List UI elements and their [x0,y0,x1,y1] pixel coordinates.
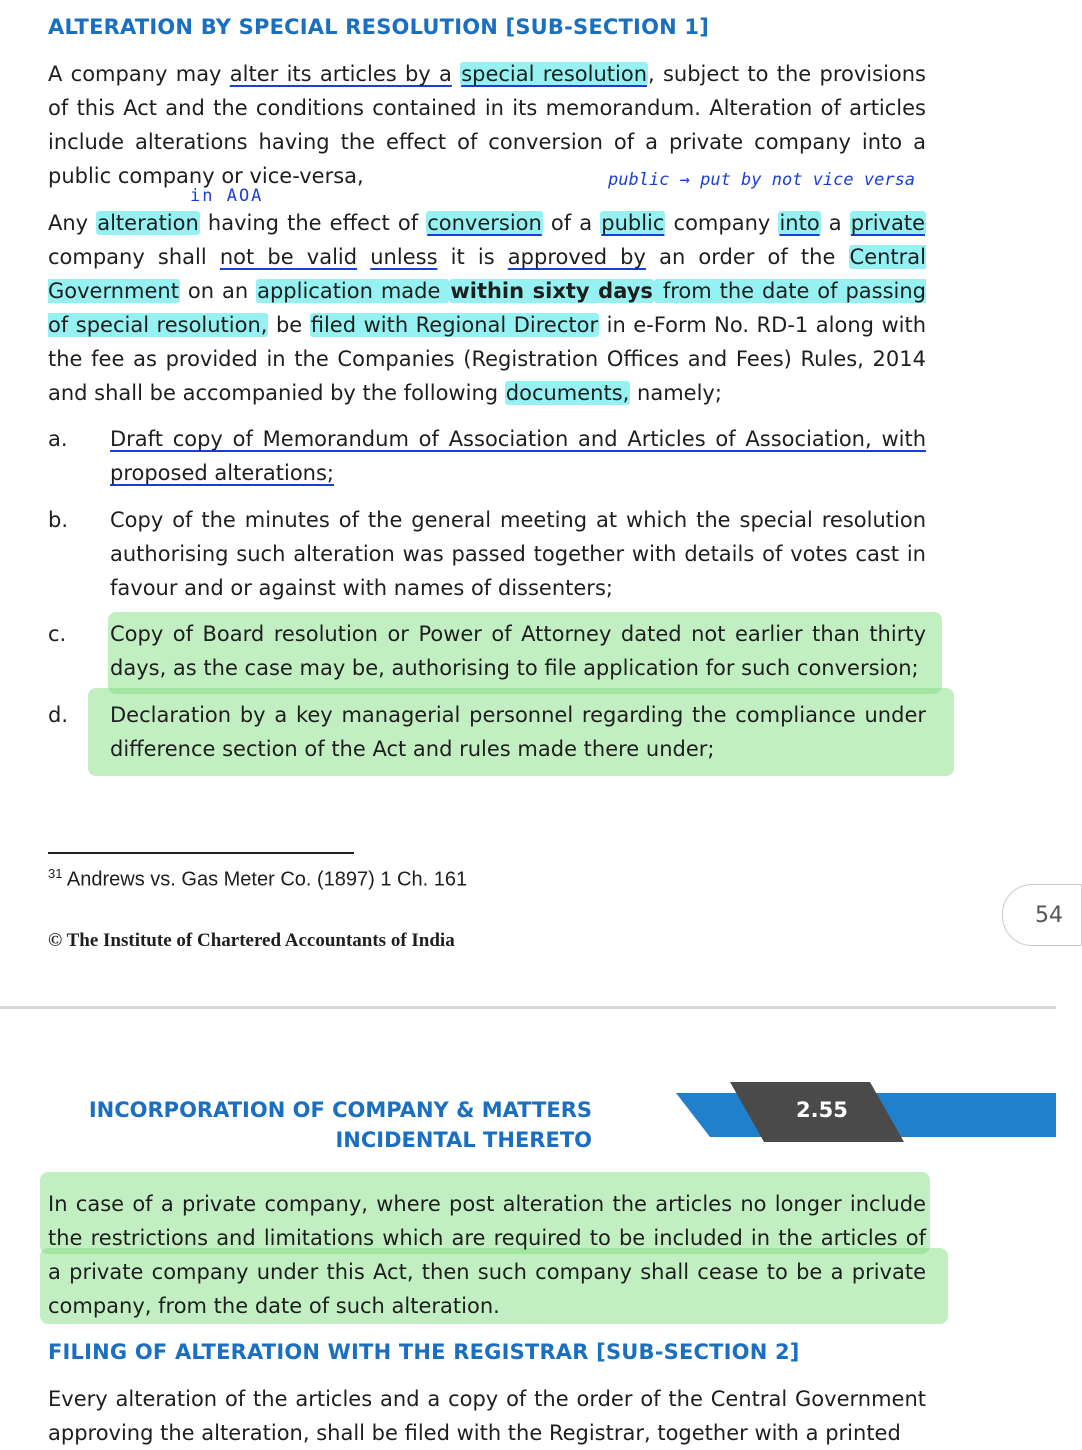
page-number: 2.55 [796,1098,848,1122]
highlighted-text: documents, [505,381,630,405]
text: Any [48,211,97,235]
underlined-text: alter its articles by a [229,62,452,86]
underlined-text: not be valid [219,245,358,269]
paragraph-4: Every alteration of the articles and a copy of the order of the Central Government approving the alteration, shall be filed with the Registrar, together with a printed [48,1387,926,1445]
text: namely; [630,381,722,405]
highlighted-text: special resolution [461,62,648,86]
chapter-title [60,1095,592,1155]
highlighted-text: into [779,211,820,235]
highlighted-text: filed with Regional Director [310,313,599,337]
text: , subject to the provisions of this Act and the conditions contained in its memorandum. Alteration of articles include alterations having the effect of conversion of a private company into a public company or vice-versa, [48,62,927,188]
highlighted-text: conversion [427,211,542,235]
text: of a [542,211,601,235]
list-item-b: Copy of the minutes of the general meeting at which the special resolution authorising such alteration was passed together with details of votes cast in favour and or against with names of dissenters; [110,508,926,600]
text: a [820,211,850,235]
text: company [665,211,779,235]
highlighted-text: public [601,211,665,235]
chapter-title-line-1: INCORPORATION OF COMPANY & MATTERS [88,1098,592,1122]
footnote [48,866,467,892]
text: be [268,313,310,337]
list-item-a: Draft copy of Memorandum of Association and Articles of Association, with proposed alterations; [110,427,926,485]
text: having the effect of [199,211,427,235]
handwritten-note-public: public → put by not vice versa [608,170,916,190]
section-heading-1: ALTERATION BY SPECIAL RESOLUTION [SUB-SECTION 1] [48,15,710,39]
text: A company may [48,62,230,86]
footnote-divider [48,852,354,854]
list-item-d: Declaration by a key managerial personnel regarding the compliance under difference section of the Act and rules made there under; [110,703,926,761]
underlined-text: unless [370,245,438,269]
list-marker-b: b. [48,508,69,532]
page-separator [0,1006,1056,1009]
list-item-c: Copy of Board resolution or Power of Attorney dated not earlier than thirty days, as the case may be, authorising to file application for such conversion; [110,622,926,680]
text: in e-Form No. RD-1 along with the fee as provided in the Companies (Registration Offices and Fees) Rules, 2014 and shall be accompanied by the following [48,313,927,405]
text: an order of the [645,245,849,269]
page-tab[interactable]: 54 [1002,884,1082,946]
copyright: © The Institute of Chartered Accountants of India [48,930,455,951]
text [452,62,460,86]
text: on an [179,279,257,303]
list-marker-c: c. [48,622,67,646]
list-marker-a: a. [48,427,68,451]
highlighted-bold-text: within sixty days [450,279,653,303]
footnote-number: 31 [48,866,63,881]
paragraph-2 [48,206,926,410]
text: it is [437,245,508,269]
highlighted-text: Central Government [48,245,926,303]
list-marker-d: d. [48,703,69,727]
highlighted-text: from the date of passing of special resolution, [48,279,927,337]
footnote-text: Andrews vs. Gas Meter Co. (1897) 1 Ch. 161 [66,868,468,891]
highlighted-text: application made [257,279,449,303]
paragraph-3: In case of a private company, where post alteration the articles no longer include the restrictions and limitations which are required to be included in the articles of a private company under this Act, then such company shall cease to be a private company, from the date of such alteration. [48,1192,926,1318]
chapter-title-line-2: INCIDENTAL THERETO [335,1128,592,1152]
highlighted-text: private [850,211,925,235]
section-heading-2: FILING OF ALTERATION WITH THE REGISTRAR [SUB-SECTION 2] [48,1340,800,1364]
underlined-text: approved by [507,245,646,269]
text: company shall [48,245,220,269]
handwritten-note-in-aoa: in AOA [190,186,264,206]
text [357,245,370,269]
highlighted-text: alteration [97,211,199,235]
